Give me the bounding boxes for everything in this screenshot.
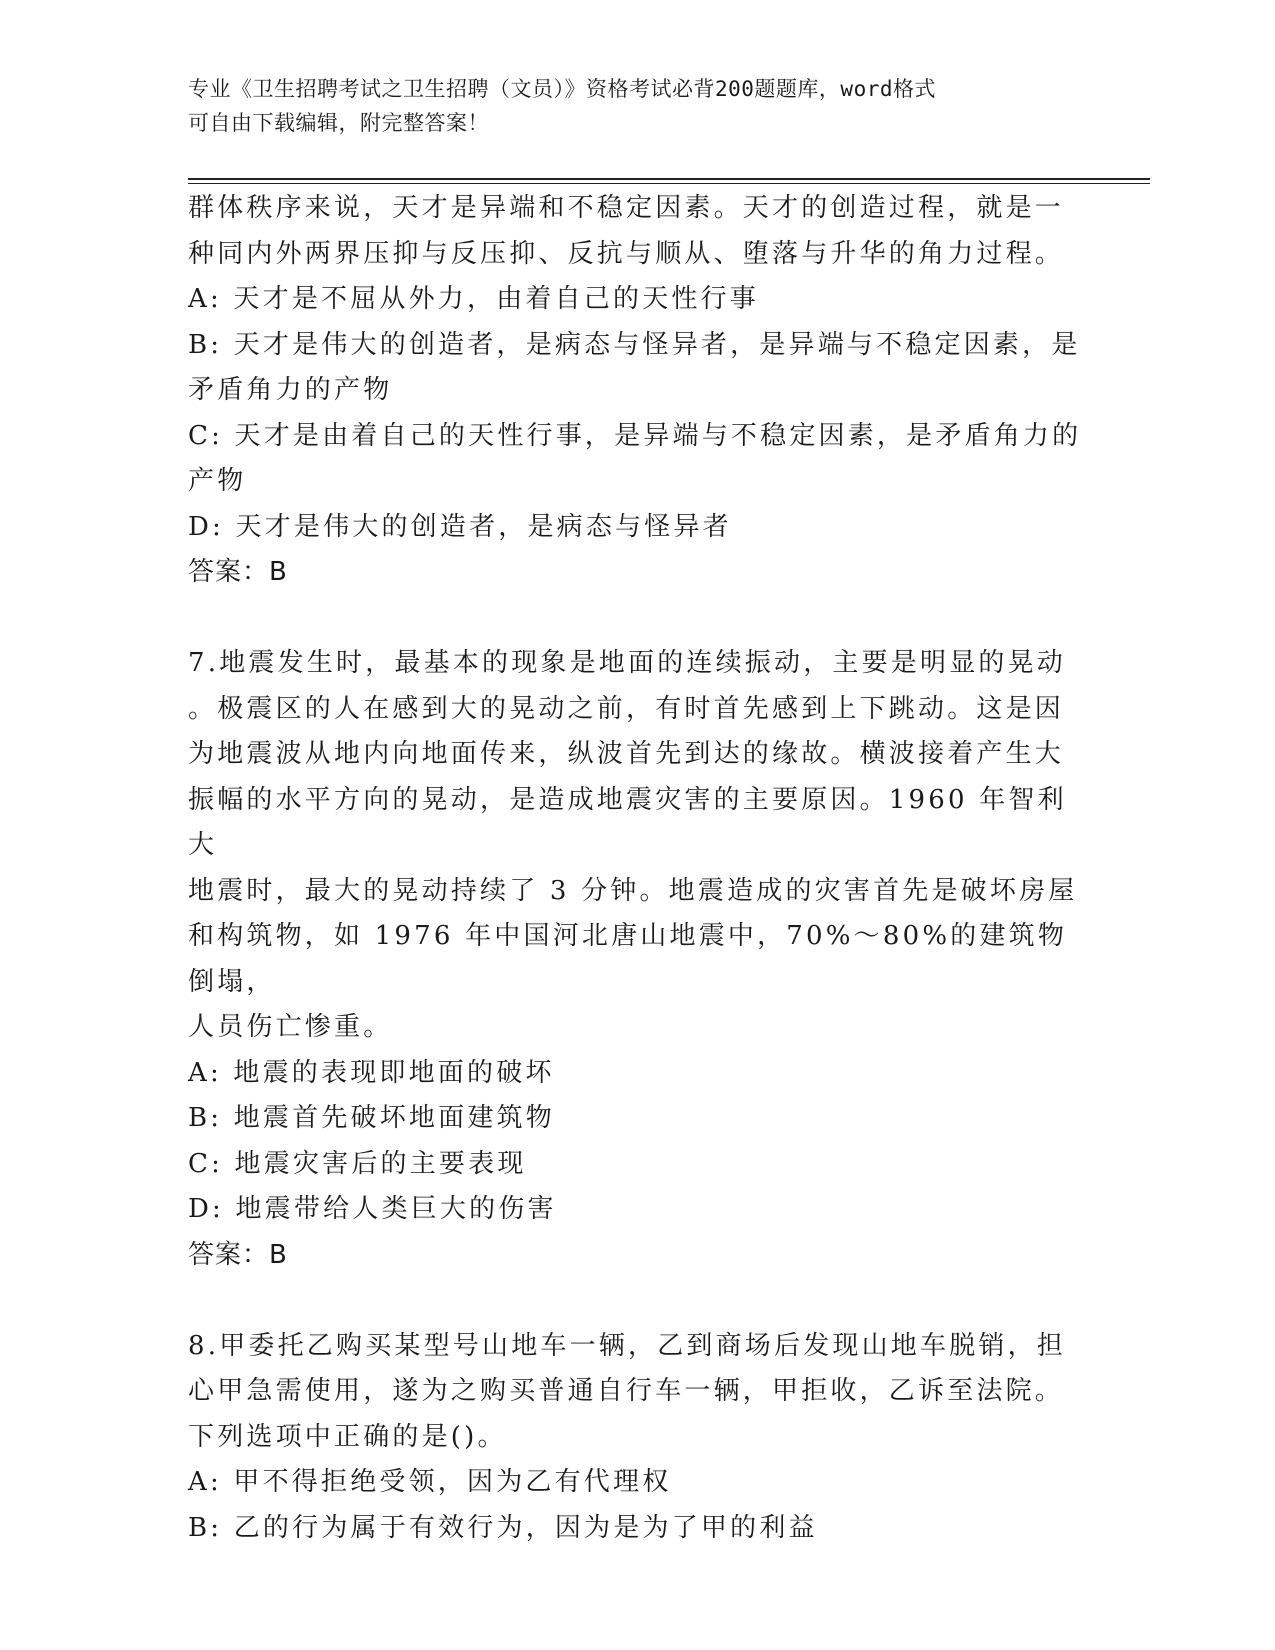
header-divider-thick (188, 178, 1150, 180)
option-c: C: 天才是由着自己的天性行事，是异端与不稳定因素，是矛盾角力的 (188, 420, 1082, 451)
question-stem-line: 振幅的水平方向的晃动，是造成地震灾害的主要原因。1960 年智利大 (188, 784, 1067, 860)
question-stem-line: 和构筑物，如 1976 年中国河北唐山地震中，70%～80%的建筑物倒塌， (188, 921, 1068, 997)
question-stem-line: 地震时，最大的晃动持续了 3 分钟。地震造成的灾害首先是破坏房屋 (188, 875, 1078, 906)
document-body (188, 186, 1088, 1551)
header-title-line-1: 专业《卫生招聘考试之卫生招聘（文员）》资格考试必背200题题库，word格式 (188, 77, 936, 101)
option-b-continued: 矛盾角力的产物 (188, 375, 393, 405)
page-header (188, 72, 1088, 140)
option-a: A: 天才是不屈从外力，由着自己的天性行事 (188, 284, 760, 314)
question-stem-line: 8.甲委托乙购买某型号山地车一辆，乙到商场后发现山地车脱销，担 (188, 1330, 1067, 1361)
header-title-line-2: 可自由下载编辑，附完整答案！ (188, 111, 489, 135)
question-7 (188, 641, 1088, 1278)
question-stem-line: 人员伤亡惨重。 (188, 1012, 393, 1042)
option-b: B: 天才是伟大的创造者，是病态与怪异者，是异端与不稳定因素，是 (188, 329, 1081, 360)
question-6 (188, 186, 1088, 596)
option-c-continued: 产物 (188, 466, 247, 496)
header-divider-thin (188, 183, 1150, 184)
question-stem-line: 为地震波从地内向地面传来，纵波首先到达的缘故。横波接着产生大 (188, 739, 1065, 769)
question-stem-line: 群体秩序来说，天才是异端和不稳定因素。天才的创造过程，就是一 (188, 193, 1065, 223)
option-d: D: 地震带给人类巨大的伤害 (188, 1194, 557, 1224)
option-a: A: 地震的表现即地面的破坏 (188, 1057, 555, 1088)
question-stem-line: 。极震区的人在感到大的晃动之前，有时首先感到上下跳动。这是因 (188, 693, 1065, 724)
spacer (188, 596, 1088, 642)
option-b: B: 乙的行为属于有效行为，因为是为了甲的利益 (188, 1512, 818, 1543)
question-stem-line: 心甲急需使用，遂为之购买普通自行车一辆，甲拒收，乙诉至法院。 (188, 1376, 1065, 1406)
option-b: B: 地震首先破坏地面建筑物 (188, 1103, 555, 1133)
question-stem-line: 7.地震发生时，最基本的现象是地面的连续振动，主要是明显的晃动 (188, 648, 1067, 678)
question-stem-line: 种同内外两界压抑与反压抑、反抗与顺从、堕落与升华的角力过程。 (188, 238, 1065, 269)
question-8 (188, 1324, 1088, 1552)
question-stem-line: 下列选项中正确的是()。 (188, 1421, 507, 1452)
answer: 答案：B (188, 557, 288, 587)
answer: 答案：B (188, 1239, 288, 1270)
spacer (188, 1278, 1088, 1324)
option-a: A: 甲不得拒绝受领，因为乙有代理权 (188, 1467, 672, 1497)
option-c: C: 地震灾害后的主要表现 (188, 1148, 527, 1179)
option-d: D: 天才是伟大的创造者，是病态与怪异者 (188, 511, 732, 542)
